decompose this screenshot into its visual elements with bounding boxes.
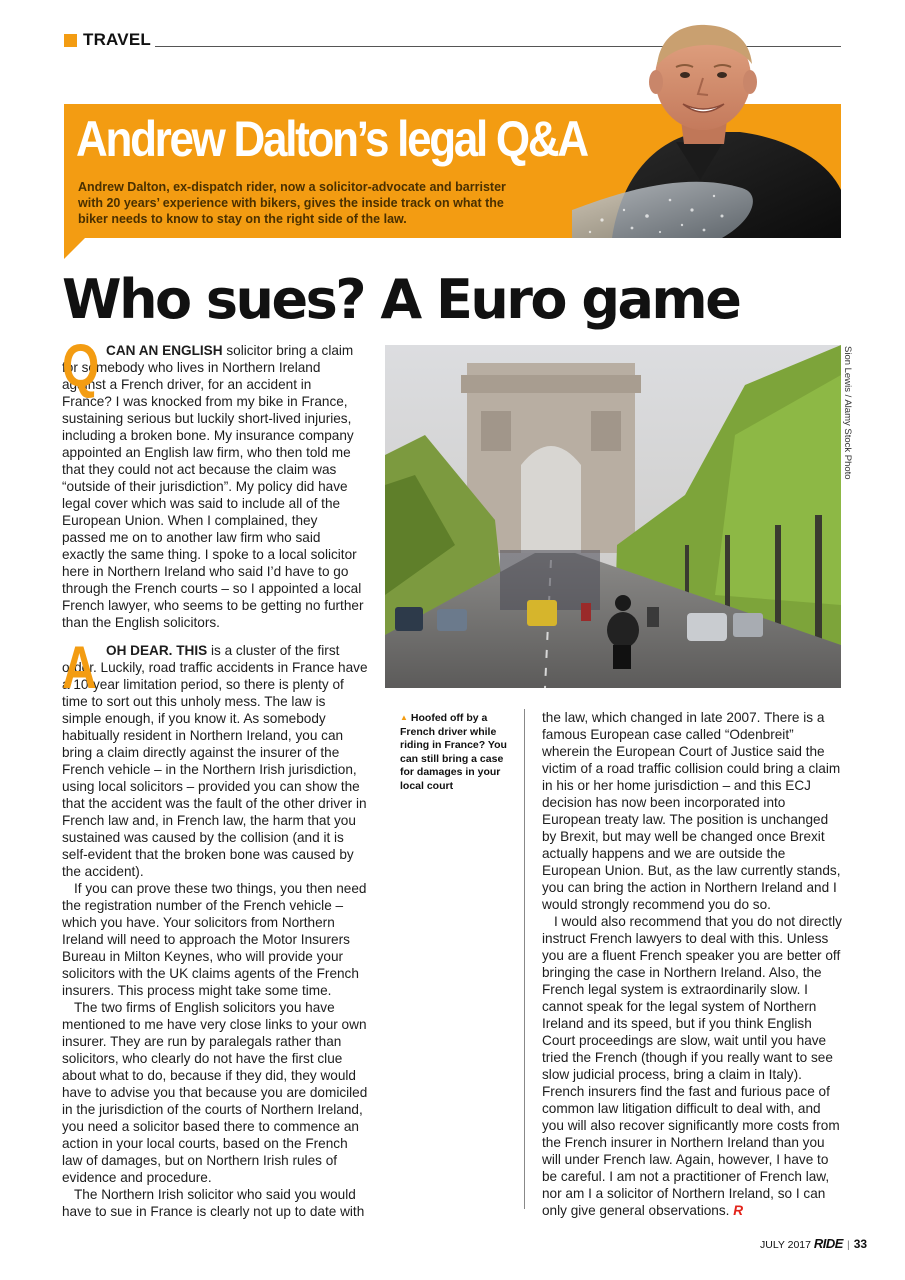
question-paragraph bbox=[62, 342, 364, 631]
author-portrait bbox=[572, 20, 841, 238]
question-lead: CAN AN ENGLISH bbox=[106, 343, 223, 358]
end-mark-icon: R bbox=[733, 1203, 744, 1218]
magazine-name: RIDE bbox=[813, 1236, 843, 1251]
page-number: 33 bbox=[853, 1237, 868, 1251]
folio-separator: | bbox=[846, 1239, 850, 1251]
issue-date: JULY 2017 bbox=[760, 1239, 811, 1251]
answer-block-right bbox=[542, 709, 842, 1219]
question-dropcap: Q bbox=[62, 332, 100, 399]
caption-arrow-icon: ▲ bbox=[400, 713, 408, 722]
answer-paragraph-4: The Northern Irish solicitor who said you would have to sue in France is clearly not up to date with bbox=[62, 1187, 365, 1219]
answer-block-left bbox=[62, 634, 368, 1220]
photo-credit: Sion Lewis / Alamy Stock Photo bbox=[842, 346, 853, 480]
answer-paragraph-3: The two firms of English solicitors you have mentioned to me have very close links to your own insurer. They are run by paralegals rather than solicitors, who clearly do not have the first clue about what to do, because if they did, they would have to advise you that because you are domiciled in the jurisdiction of the courts of Northern Ireland, you need a solicitor based there to commence an action in your local courts, based on the French law of damages, but on Northern Irish rules of evidence and procedure. bbox=[62, 1000, 368, 1185]
question-text: solicitor bring a claim for somebody who lives in Northern Ireland against a French driver, for an accident in France? I was knocked from my bike in France, sustaining serious but luckily short-lived injuries, including a broken bone. My insurance company appointed an English law firm, who then told me that they could not act because the claim was “outside of their jurisdiction”. My policy did have legal cover which was said to include all of the European Union. When I complained, they passed me on to another law firm who said exactly the same thing. I spoke to a local solicitor here in Northern Ireland who said I’d have to go through the French courts – so I appointed a local French lawyer, who seems to be getting no further than the English solicitors. bbox=[62, 343, 364, 630]
answer-paragraph-1 bbox=[62, 634, 368, 880]
answer-text-6: I would also recommend that you do not directly instruct French lawyers to deal with this. Unless you are a fluent French speaker you are better off bringing the case in Northern Ireland. Also, the French legal system is extraordinarily slow. I cannot speak for the legal system of Northern Ireland and its speed, but if you think English Court proceedings are slow, wait until you have tried the French (though if you really want to see slow judicial process, bring a claim in Italy). French insurers find the fast and furious pace of common law litigation difficult to deal with, and you will also recover significantly more costs from the French insurer in Northern Ireland than you will under French law. Again, however, I have to be careful. I am not a practitioner of French law, nor am I a solicitor of Northern Ireland, so I can only give general observations. bbox=[542, 914, 842, 1218]
question-block bbox=[62, 332, 364, 631]
page-folio bbox=[760, 1236, 867, 1251]
answer-paragraph-2: If you can prove these two things, you then need the registration number of the French vehicle – which you have. Your solicitors from Northern Ireland will need to approach the Motor Insurers Bureau in Milton Keynes, who will provide your solicitors with the UK claims agents of the French insurers. This process might take some time. bbox=[62, 881, 367, 998]
answer-paragraph-6 bbox=[542, 913, 842, 1219]
banner-tail bbox=[64, 237, 86, 259]
photo-caption bbox=[400, 711, 516, 793]
answer-paragraph-5: the law, which changed in late 2007. There is a famous European case called “Odenbreit” wherein the European Court of Justice said the victim of a road traffic collision could bring a claim in his or her home jurisdiction – and this ECJ decision has now been incorporated into European treaty law. The position is unchanged by Brexit, but may well be changed once Brexit actually happens and we are outside the European Union. But, as the law currently stands, you can bring the action in Northern Ireland and I would strongly recommend you do so. bbox=[542, 710, 841, 912]
section-label: TRAVEL bbox=[83, 30, 151, 49]
column-title: Andrew Dalton’s legal Q&A bbox=[76, 111, 587, 167]
answer-lead: OH DEAR. THIS bbox=[106, 643, 208, 658]
column-divider bbox=[524, 709, 525, 1209]
answer-dropcap: A bbox=[62, 634, 97, 701]
column-subtitle: Andrew Dalton, ex-dispatch rider, now a solicitor-advocate and barrister with 20 years’ experience with bikers, gives the inside track on what the biker needs to know to stay on the right side of the law. bbox=[78, 180, 506, 226]
arc-de-triomphe-photo bbox=[385, 345, 841, 688]
answer-text-1: is a cluster of the first order. Luckily, road traffic accidents in France have a 10-year limitation period, so there is plenty of time to sort out this unholy mess. The law is simple enough, if you know it. As somebody habitually resident in Northern Ireland, you can bring a claim directly against the insurer of the French vehicle – in the Northern Irish jurisdiction, using local solicitors – provided you can show the that the accident was the fault of the other driver in French law and, in French law, the harm that you sustained was caused by the collision (and it is self-evident that the broken bone was caused by the accident). bbox=[62, 643, 368, 879]
section-marker bbox=[64, 34, 77, 47]
article-headline: Who sues? A Euro game bbox=[62, 268, 740, 331]
photo-caption-text: Hoofed off by a French driver while riding in France? You can still bring a case for damages in your local court bbox=[400, 712, 507, 792]
